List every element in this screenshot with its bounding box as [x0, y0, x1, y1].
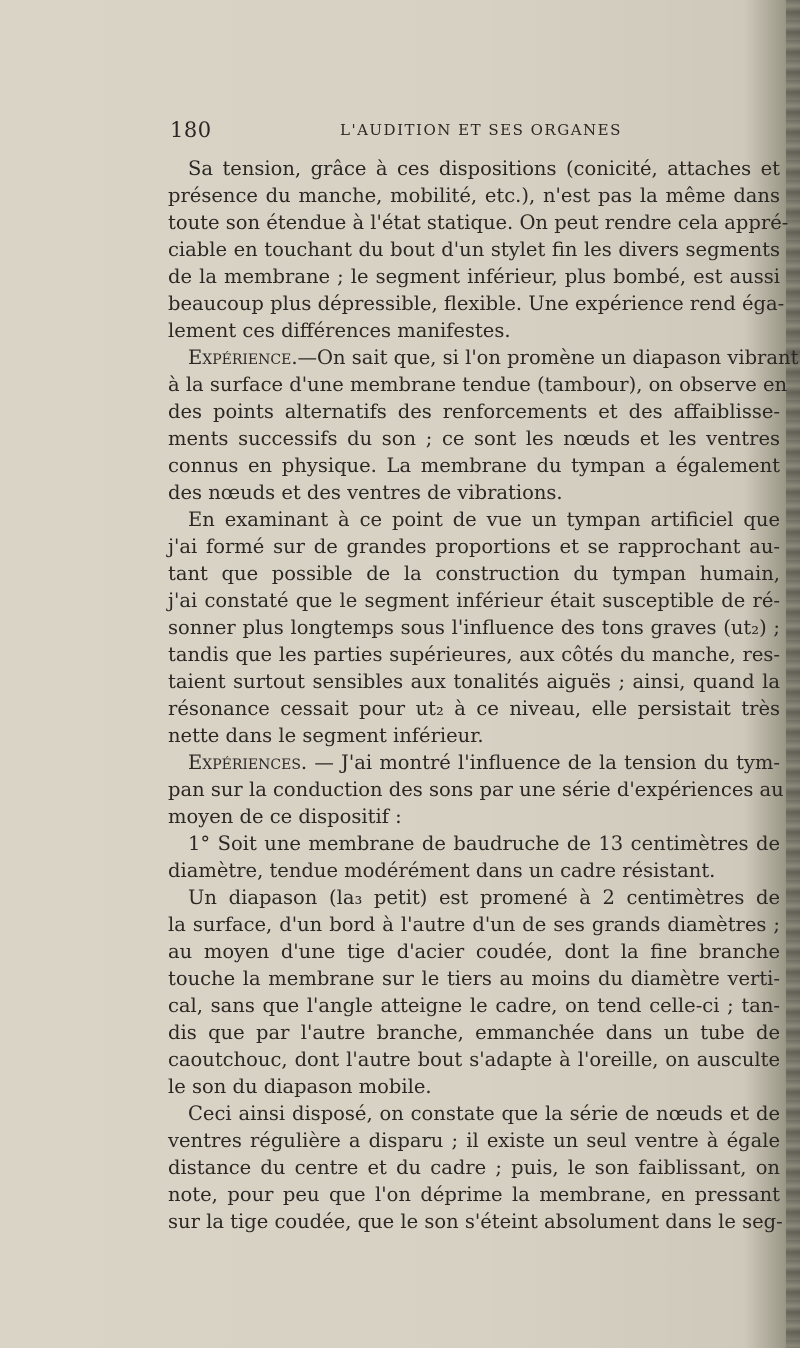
text-line: [168, 344, 799, 371]
line-text: des points alternatifs des renforcements et des affaiblisse-: [168, 400, 780, 423]
text-line: [168, 1019, 780, 1046]
line-text: toute son étendue à l'état statique. On peut rendre cela appré-: [168, 211, 789, 234]
line-text: de la membrane ; le segment inférieur, plus bombé, est aussi: [168, 265, 780, 288]
line-text: note, pour peu que l'on déprime la membrane, en pressant: [168, 1183, 780, 1206]
text-line: [168, 263, 780, 290]
line-text: touche la membrane sur le tiers au moins du diamètre verti-: [168, 967, 780, 990]
text-line: [168, 587, 780, 614]
text-line: [168, 668, 780, 695]
text-line: [168, 182, 780, 209]
page-edge-shadow: [786, 0, 800, 1348]
text-line: [168, 938, 780, 965]
text-line: [168, 1100, 780, 1127]
text-line: [168, 749, 780, 776]
line-text: 1° Soit une membrane de baudruche de 13 centimètres de: [188, 832, 780, 855]
line-text: à la surface d'une membrane tendue (tambour), on observe en: [168, 373, 788, 396]
line-text: ventres régulière a disparu ; il existe un seul ventre à égale: [168, 1129, 780, 1152]
text-line: [168, 803, 780, 830]
line-text: — J'ai montré l'influence de la tension du tym-: [307, 751, 780, 774]
text-line: [168, 722, 780, 749]
line-text: sur la tige coudée, que le son s'éteint absolument dans le seg-: [168, 1210, 783, 1233]
line-text: taient surtout sensibles aux tonalités aiguës ; ainsi, quand la: [168, 670, 780, 693]
page-header: [170, 118, 782, 146]
line-text: sonner plus longtemps sous l'influence des tons graves (ut₂) ;: [168, 616, 780, 639]
line-text: beaucoup plus dépressible, flexible. Une expérience rend éga-: [168, 292, 785, 315]
text-line: [168, 1154, 780, 1181]
text-line: [168, 209, 789, 236]
text-line: [168, 1073, 780, 1100]
text-line: [168, 695, 780, 722]
text-line: [168, 452, 780, 479]
text-line: [168, 317, 780, 344]
line-text: tandis que les parties supérieures, aux côtés du manche, res-: [168, 643, 780, 666]
text-line: [168, 425, 780, 452]
text-line: [168, 398, 780, 425]
text-line: [168, 1046, 780, 1073]
running-title: L'AUDITION ET SES ORGANES: [340, 121, 622, 139]
line-text: Sa tension, grâce à ces dispositions (conicité, attaches et: [188, 157, 780, 180]
text-line: [168, 641, 780, 668]
text-line: [168, 236, 780, 263]
line-text: tant que possible de la construction du tympan humain,: [168, 562, 780, 585]
line-text: j'ai constaté que le segment inférieur était susceptible de ré-: [168, 589, 780, 612]
line-text: Un diapason (la₃ petit) est promené à 2 centimètres de: [188, 886, 780, 909]
line-text: lement ces différences manifestes.: [168, 319, 511, 342]
text-line: [168, 776, 784, 803]
text-line: [168, 1127, 780, 1154]
line-text: ments successifs du son ; ce sont les nœuds et les ventres: [168, 427, 780, 450]
text-line: [168, 884, 780, 911]
line-text: pan sur la conduction des sons par une série d'expériences au: [168, 778, 784, 801]
line-text: En examinant à ce point de vue un tympan artificiel que: [188, 508, 780, 531]
line-text: —On sait que, si l'on promène un diapason vibrant: [297, 346, 799, 369]
text-line: [168, 479, 780, 506]
line-text: caoutchouc, dont l'autre bout s'adapte à l'oreille, on ausculte: [168, 1048, 780, 1071]
line-text: la surface, d'un bord à l'autre d'un de ses grands diamètres ;: [168, 913, 780, 936]
text-line: [168, 290, 785, 317]
body-text: [168, 155, 799, 1235]
paragraph-lead: Expérience.: [188, 346, 298, 369]
line-text: cal, sans que l'angle atteigne le cadre, on tend celle-ci ; tan-: [168, 994, 780, 1017]
text-line: [168, 857, 780, 884]
line-text: dis que par l'autre branche, emmanchée dans un tube de: [168, 1021, 780, 1044]
page-number: 180: [170, 118, 212, 142]
text-line: [168, 155, 780, 182]
paragraph-lead: Expériences.: [188, 751, 308, 774]
text-line: [168, 830, 780, 857]
line-text: diamètre, tendue modérément dans un cadre résistant.: [168, 859, 716, 882]
text-line: [168, 371, 788, 398]
line-text: moyen de ce dispositif :: [168, 805, 402, 828]
text-line: [168, 533, 780, 560]
line-text: présence du manche, mobilité, etc.), n'est pas la même dans: [168, 184, 780, 207]
text-line: [168, 911, 780, 938]
line-text: des nœuds et des ventres de vibrations.: [168, 481, 563, 504]
text-line: [168, 992, 780, 1019]
line-text: ciable en touchant du bout d'un stylet fin les divers segments: [168, 238, 780, 261]
line-text: résonance cessait pour ut₂ à ce niveau, elle persistait très: [168, 697, 780, 720]
text-line: [168, 1208, 783, 1235]
line-text: Ceci ainsi disposé, on constate que la série de nœuds et de: [188, 1102, 780, 1125]
text-line: [168, 1181, 780, 1208]
line-text: j'ai formé sur de grandes proportions et se rapprochant au-: [168, 535, 780, 558]
text-line: [168, 965, 780, 992]
line-text: nette dans le segment inférieur.: [168, 724, 484, 747]
text-line: [168, 560, 780, 587]
line-text: connus en physique. La membrane du tympan a également: [168, 454, 780, 477]
text-line: [168, 614, 780, 641]
line-text: le son du diapason mobile.: [168, 1075, 432, 1098]
line-text: au moyen d'une tige d'acier coudée, dont la fine branche: [168, 940, 780, 963]
text-line: [168, 506, 780, 533]
line-text: distance du centre et du cadre ; puis, le son faiblissant, on: [168, 1156, 780, 1179]
